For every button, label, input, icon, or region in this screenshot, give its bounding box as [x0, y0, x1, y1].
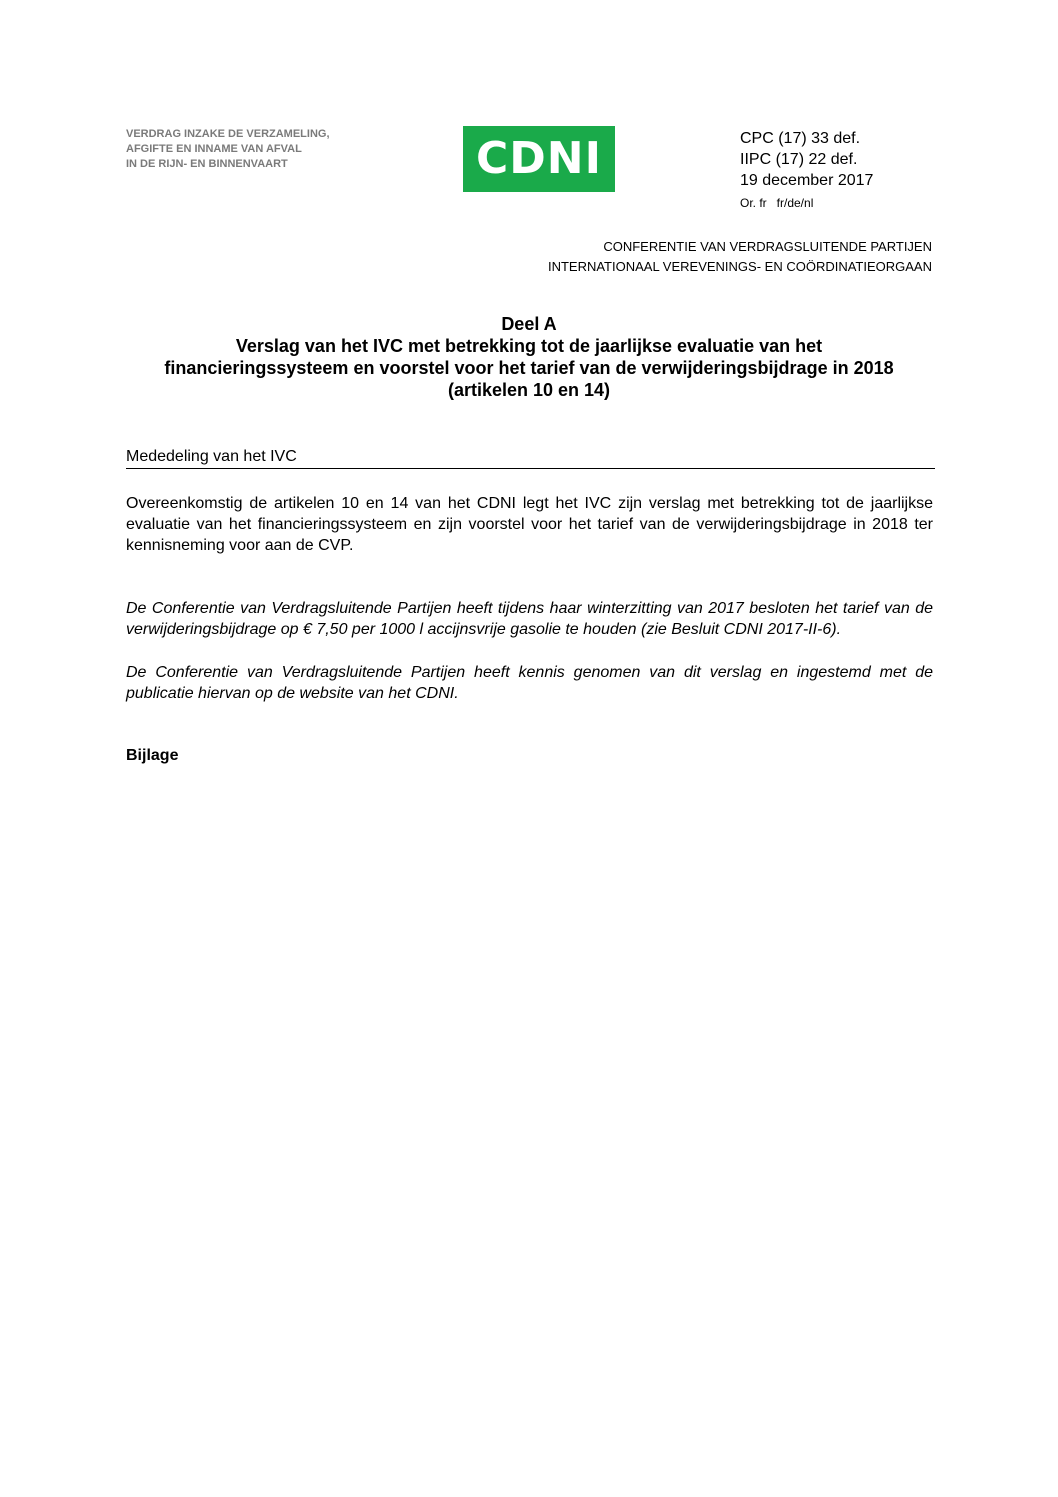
title-line-3: (artikelen 10 en 14)	[447, 380, 611, 400]
ref-original-language: Or. fr fr/de/nl	[740, 196, 814, 210]
organizations	[548, 237, 932, 277]
ref-date: 19 december 2017	[740, 172, 874, 189]
title-line-1: Verslag van het IVC met betrekking tot de jaarlijkse evaluatie van het	[235, 336, 823, 356]
title-part: Deel A	[501, 314, 557, 334]
convention-name	[126, 127, 426, 172]
cdni-logo	[463, 126, 615, 192]
convention-line-1: VERDRAG INZAKE DE VERZAMELING,	[126, 128, 330, 140]
document-title	[126, 313, 932, 401]
title-line-2: financieringssysteem en voorstel voor het tarief van de verwijderingsbijdrage in 2018	[164, 358, 894, 378]
convention-line-2: AFGIFTE EN INNAME VAN AFVAL	[126, 143, 302, 155]
ref-cpc: CPC (17) 33 def.	[740, 130, 861, 147]
intro-paragraph: Overeenkomstig de artikelen 10 en 14 van het CDNI legt het IVC zijn verslag met betrekking tot de jaarlijkse evaluatie van het financieringssysteem en zijn voorstel voor het tarief van de verwijderingsbijdrage in 2018 ter kennisneming voor aan de CVP.	[126, 495, 933, 554]
document-reference	[740, 128, 873, 212]
logo-text: CDNI	[475, 133, 602, 184]
convention-line-3: IN DE RIJN- EN BINNENVAART	[126, 158, 288, 170]
decision-paragraph: De Conferentie van Verdragsluitende Partijen heeft tijdens haar winterzitting van 2017 besloten het tarief van de verwijderingsbijdrage op € 7,50 per 1000 l accijnsvrije gasolie te houden (zie Besluit CDNI 2017-II-6).	[126, 600, 933, 638]
ref-iipc: IIPC (17) 22 def.	[740, 151, 858, 168]
section-heading: Mededeling van het IVC	[126, 447, 935, 469]
org-ivc: INTERNATIONAAL VEREVENINGS- EN COÖRDINATIEORGAAN	[547, 259, 932, 274]
org-conference: CONFERENTIE VAN VERDRAGSLUITENDE PARTIJEN	[603, 239, 932, 254]
annex-label: Bijlage	[126, 747, 179, 764]
publication-paragraph: De Conferentie van Verdragsluitende Partijen heeft kennis genomen van dit verslag en ingestemd met de publicatie hiervan op de website van het CDNI.	[126, 664, 933, 702]
